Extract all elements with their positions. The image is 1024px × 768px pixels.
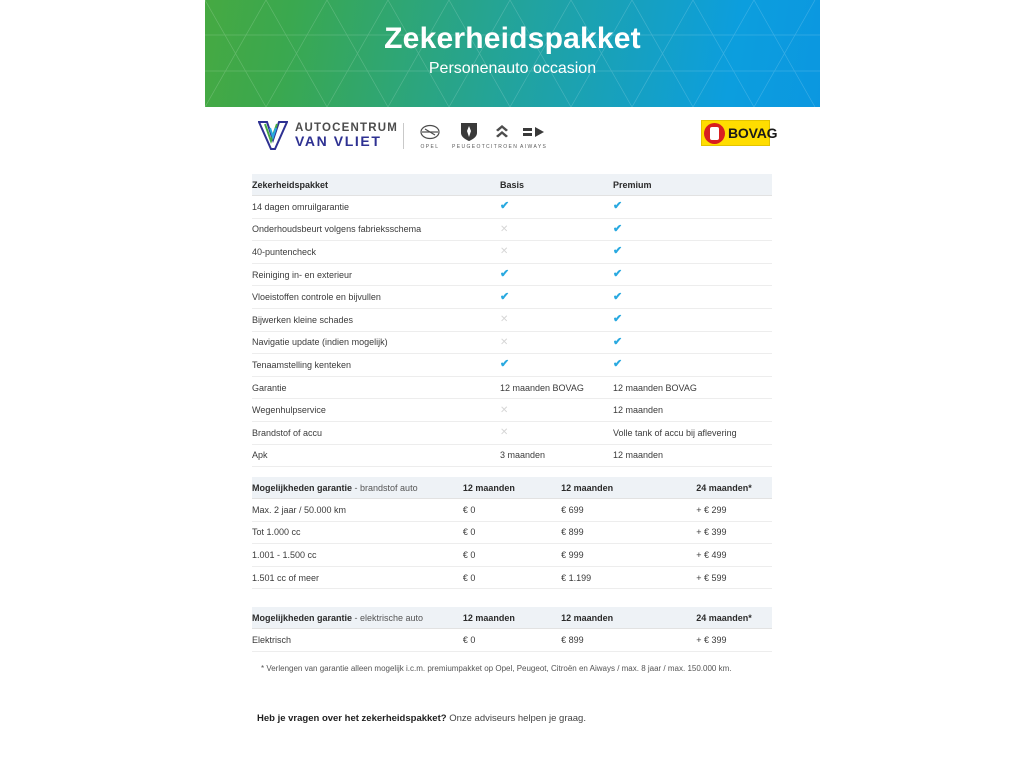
row-basis <box>500 331 613 354</box>
header-ev-title <box>252 607 463 629</box>
row-col2: € 999 <box>561 544 696 567</box>
row-premium <box>613 331 772 354</box>
dealer-name-line1: AUTOCENTRUM <box>295 122 399 135</box>
row-label: Reiniging in- en exterieur <box>252 263 500 286</box>
row-premium <box>613 444 772 467</box>
row-col3: + € 299 <box>696 499 772 522</box>
contact-question-rest: Onze adviseurs helpen je graag. <box>446 713 586 724</box>
row-col3: + € 399 <box>696 521 772 544</box>
dealer-name-line2: VAN VLIET <box>295 133 382 150</box>
peugeot-logo <box>452 122 486 150</box>
row-basis <box>500 196 613 219</box>
row-basis <box>500 376 613 399</box>
header-ev-col3: 24 maanden* <box>696 607 772 629</box>
table-row <box>252 421 772 444</box>
contact-question <box>257 713 586 724</box>
row-label: 1.001 - 1.500 cc <box>252 544 463 567</box>
page-subtitle: Personenauto occasion <box>428 60 597 77</box>
header-ev-col1: 12 maanden <box>463 607 561 629</box>
cross-icon: ✕ <box>500 223 509 235</box>
table-row <box>252 499 772 522</box>
check-icon: ✔ <box>613 268 623 281</box>
opel-logo <box>420 122 440 150</box>
row-label: Max. 2 jaar / 50.000 km <box>252 499 463 522</box>
table-header-row <box>252 477 772 499</box>
row-premium <box>613 218 772 241</box>
row-label: Tenaamstelling kenteken <box>252 354 500 377</box>
garantie-elektrisch-table <box>252 607 772 652</box>
brand-row <box>252 120 778 160</box>
row-col2: € 699 <box>561 499 696 522</box>
cross-icon: ✕ <box>500 246 509 258</box>
row-col1: € 0 <box>463 544 561 567</box>
bovag-label: BOVAG <box>728 125 778 141</box>
garantie-brandstof-table <box>252 477 772 589</box>
row-label: 40-puntencheck <box>252 241 500 264</box>
row-label: Tot 1.000 cc <box>252 521 463 544</box>
fuel-title-sub: - brandstof auto <box>352 482 418 493</box>
bovag-badge <box>701 120 778 146</box>
row-basis <box>500 241 613 264</box>
table-header-row <box>252 607 772 629</box>
header-basis: Basis <box>500 174 613 196</box>
row-basis <box>500 263 613 286</box>
row-label: Vloeistoffen controle en bijvullen <box>252 286 500 309</box>
header-premium: Premium <box>613 174 772 196</box>
check-icon: ✔ <box>500 358 510 371</box>
row-col2: € 899 <box>561 521 696 544</box>
brand-divider <box>403 123 404 149</box>
row-basis <box>500 218 613 241</box>
row-basis <box>500 308 613 331</box>
peugeot-label: PEUGEOT <box>452 144 487 150</box>
table-row <box>252 376 772 399</box>
row-premium <box>613 399 772 422</box>
check-icon: ✔ <box>500 290 510 303</box>
check-icon: ✔ <box>613 358 623 371</box>
row-col1: € 0 <box>463 521 561 544</box>
page-title: Zekerheidspakket <box>384 22 641 55</box>
row-basis <box>500 354 613 377</box>
row-premium <box>613 241 772 264</box>
header-ev-col2: 12 maanden <box>561 607 696 629</box>
row-label: Garantie <box>252 376 500 399</box>
citroen-label: CITROEN <box>486 144 519 150</box>
cell-text: 3 maanden <box>500 450 546 461</box>
table-row <box>252 544 772 567</box>
check-icon: ✔ <box>613 335 623 348</box>
opel-icon <box>420 122 440 142</box>
contact-question-bold: Heb je vragen over het zekerheidspakket? <box>257 713 447 724</box>
check-icon: ✔ <box>613 290 623 303</box>
row-premium <box>613 376 772 399</box>
table-body <box>252 196 772 467</box>
table-row <box>252 399 772 422</box>
cell-text: Volle tank of accu bij aflevering <box>613 427 737 438</box>
header-fuel-col3: 24 maanden* <box>696 477 772 499</box>
row-premium <box>613 421 772 444</box>
table-row <box>252 286 772 309</box>
row-label: 14 dagen omruilgarantie <box>252 196 500 219</box>
cross-icon: ✕ <box>500 336 509 348</box>
zekerheidspakket-table <box>252 174 772 467</box>
table-row <box>252 196 772 219</box>
opel-label: OPEL <box>420 144 440 150</box>
cell-text: 12 maanden <box>613 450 664 461</box>
row-premium <box>613 196 772 219</box>
row-premium <box>613 263 772 286</box>
row-basis <box>500 399 613 422</box>
row-label: Apk <box>252 444 500 467</box>
row-col3: + € 399 <box>696 629 772 652</box>
table-row <box>252 566 772 589</box>
row-col3: + € 499 <box>696 544 772 567</box>
table-row <box>252 218 772 241</box>
aiways-label: AIWAYS <box>520 144 548 150</box>
dealer-logo <box>258 120 398 151</box>
van-vliet-logo-icon <box>258 120 288 151</box>
row-premium <box>613 308 772 331</box>
table-row <box>252 308 772 331</box>
check-icon: ✔ <box>500 200 510 213</box>
citroen-logo <box>486 122 518 150</box>
citroen-icon <box>486 122 518 142</box>
header-fuel-title <box>252 477 463 499</box>
row-col1: € 0 <box>463 499 561 522</box>
header-banner <box>205 0 820 107</box>
header-fuel-col2: 12 maanden <box>561 477 696 499</box>
row-label: Brandstof of accu <box>252 421 500 444</box>
row-col1: € 0 <box>463 629 561 652</box>
table-body <box>252 629 772 652</box>
header-fuel-col1: 12 maanden <box>463 477 561 499</box>
row-basis <box>500 421 613 444</box>
cell-text: 12 maanden <box>613 405 664 416</box>
row-col3: + € 599 <box>696 566 772 589</box>
table-row <box>252 354 772 377</box>
cross-icon: ✕ <box>500 314 509 326</box>
row-label: Wegenhulpservice <box>252 399 500 422</box>
ev-title-sub: - elektrische auto <box>352 612 424 623</box>
check-icon: ✔ <box>500 268 510 281</box>
row-label: Bijwerken kleine schades <box>252 308 500 331</box>
row-basis <box>500 286 613 309</box>
table-header-row <box>252 174 772 196</box>
table-row <box>252 444 772 467</box>
bovag-mark-icon <box>704 123 725 144</box>
row-label: Elektrisch <box>252 629 463 652</box>
table-row <box>252 629 772 652</box>
check-icon: ✔ <box>613 245 623 258</box>
aiways-icon <box>520 122 547 142</box>
row-basis <box>500 444 613 467</box>
table-body <box>252 499 772 589</box>
fuel-title-bold: Mogelijkheden garantie <box>252 482 353 493</box>
check-icon: ✔ <box>613 313 623 326</box>
row-col2: € 899 <box>561 629 696 652</box>
row-label: 1.501 cc of meer <box>252 566 463 589</box>
table-row <box>252 331 772 354</box>
cross-icon: ✕ <box>500 427 509 439</box>
row-col1: € 0 <box>463 566 561 589</box>
ev-title-bold: Mogelijkheden garantie <box>252 612 353 623</box>
aiways-logo <box>520 122 547 150</box>
table-row <box>252 521 772 544</box>
row-premium <box>613 354 772 377</box>
table-row <box>252 241 772 264</box>
check-icon: ✔ <box>613 222 623 235</box>
cell-text: 12 maanden BOVAG <box>613 382 697 393</box>
table-row <box>252 263 772 286</box>
row-premium <box>613 286 772 309</box>
footnote: * Verlengen van garantie alleen mogelijk i.c.m. premiumpakket op Opel, Peugeot, Citroën en Aiways / max. 8 jaar / max. 150.000 km. <box>261 664 732 673</box>
row-label: Navigatie update (indien mogelijk) <box>252 331 500 354</box>
peugeot-icon <box>452 122 486 142</box>
row-col2: € 1.199 <box>561 566 696 589</box>
cell-text: 12 maanden BOVAG <box>500 382 584 393</box>
cross-icon: ✕ <box>500 404 509 416</box>
header-feature: Zekerheidspakket <box>252 174 500 196</box>
row-label: Onderhoudsbeurt volgens fabrieksschema <box>252 218 500 241</box>
check-icon: ✔ <box>613 200 623 213</box>
